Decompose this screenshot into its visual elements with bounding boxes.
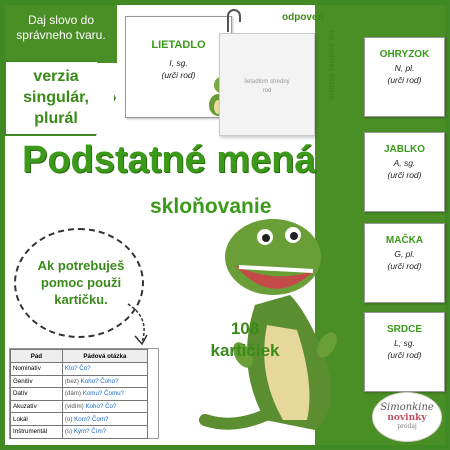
card-word: MAČKA (385, 235, 424, 246)
front-card (125, 16, 232, 118)
answer-label: odpoveď (282, 12, 325, 23)
word-card (364, 37, 445, 117)
table-row (11, 425, 148, 438)
case-name: Datív (11, 388, 63, 401)
instruction-text: Daj slovo do správneho tvaru. (16, 13, 106, 42)
logo-line: novinky (387, 413, 427, 423)
back-card (219, 33, 315, 136)
case-name: Akuzatív (11, 400, 63, 413)
card-word: SRDCE (386, 324, 422, 335)
word-card (364, 132, 445, 212)
case-question: (s) Kým? Čím? (62, 425, 147, 438)
card-hint: (urči rod) (387, 75, 422, 85)
table-header: Pád (11, 350, 63, 363)
card-form: N, pl. (394, 63, 415, 73)
case-question: (o) Kom? Čom? (62, 413, 147, 426)
card-form: I, sg. (169, 58, 188, 68)
table-header-row (11, 350, 148, 363)
table-row (11, 400, 148, 413)
version-tag-text: verzia singulár, plurál (23, 68, 89, 127)
card-hint: (urči rod) (387, 350, 422, 360)
case-name: Inštrumentál (11, 425, 63, 438)
brand-logo (372, 392, 442, 442)
card-word: OHRYZOK (379, 49, 430, 60)
card-hint: (urči rod) (387, 170, 422, 180)
logo-line: predaj (397, 423, 417, 430)
case-question: (vidím) Koho? Čo? (62, 400, 147, 413)
table-header: Pádová otázka (62, 350, 147, 363)
page-subtitle: skloňovanie (150, 195, 272, 218)
case-question: (dám) Komu? Čomu? (62, 388, 147, 401)
card-word: LIETADLO (151, 39, 206, 51)
case-name: Lokál (11, 413, 63, 426)
table-row (11, 363, 148, 376)
arrow-icon (120, 300, 160, 350)
card-count-label: kartičiek (210, 341, 280, 360)
hook-icon (222, 4, 246, 34)
case-table (10, 349, 148, 439)
help-text: Ak potrebuješ pomoc použi kartičku. (37, 258, 125, 307)
back-side-note: na zadnej strane (327, 30, 337, 101)
card-count-number: 108 (230, 319, 260, 338)
card-hint: (urči rod) (387, 261, 422, 271)
case-question: (bez) Koho? Čoho? (62, 375, 147, 388)
card-count (200, 318, 290, 362)
case-question: Kto? Čo? (62, 363, 147, 376)
card-form: G, pl. (394, 249, 415, 259)
instruction-banner (5, 5, 117, 63)
word-card (364, 312, 445, 392)
page-title: Podstatné mená (22, 139, 316, 181)
word-card (364, 223, 445, 303)
logo-line: Simonkine (380, 402, 434, 413)
card-hint: (urči rod) (161, 70, 196, 80)
case-name: Genitív (11, 375, 63, 388)
card-form: L, sg. (394, 338, 415, 348)
back-card-content: lietadlom stredný rod (244, 79, 290, 94)
case-name: Nominatív (11, 363, 63, 376)
card-form: A, sg. (393, 158, 416, 168)
card-word: JABLKO (383, 144, 426, 155)
table-row (11, 388, 148, 401)
table-row (11, 375, 148, 388)
table-row (11, 413, 148, 426)
